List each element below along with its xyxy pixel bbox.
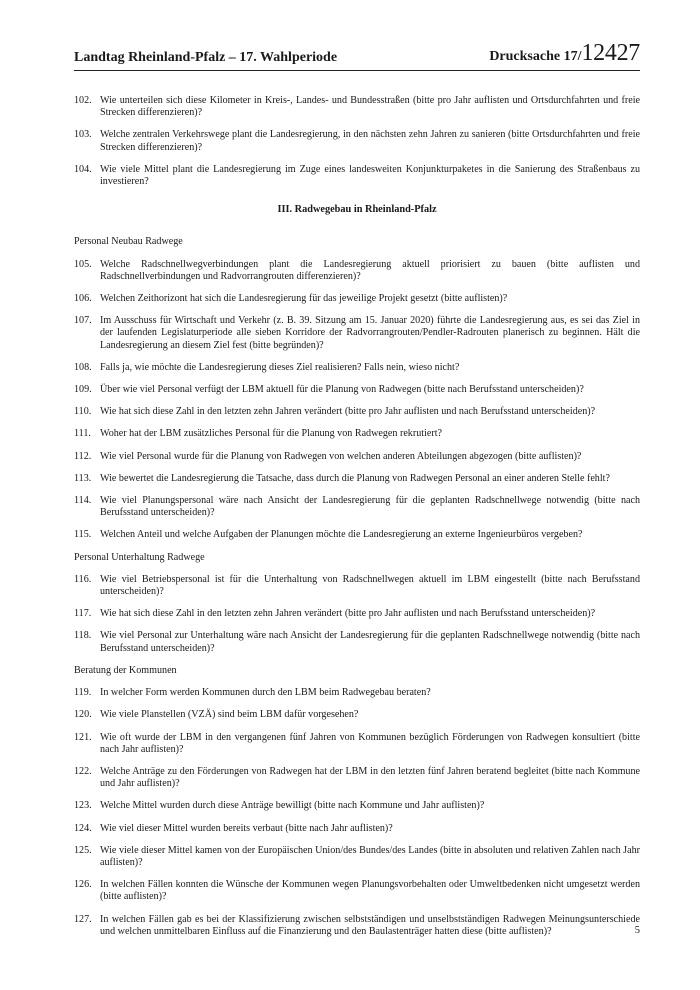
document-reference: [489, 40, 640, 67]
question-text: Wie viel Personal wurde für die Planung von Radwegen von welchen anderen Abteilungen abgezogen (bitte auflisten)?: [100, 450, 582, 462]
question-number: 123.: [74, 800, 92, 812]
question-item: [74, 495, 640, 519]
question-text: In welchen Fällen konnten die Wünsche der Kommunen wegen Planungsvorbehalten oder Umweltbedenken nicht umgesetzt werden (bitte auflisten)?: [100, 879, 640, 903]
question-item: [74, 823, 640, 835]
question-item: [74, 406, 640, 418]
page-content: [74, 95, 640, 948]
question-item: [74, 473, 640, 485]
question-item: [74, 800, 640, 812]
question-item: [74, 732, 640, 756]
question-item: [74, 451, 640, 463]
question-item: [74, 914, 640, 938]
header-title: Landtag Rheinland-Pfalz – 17. Wahlperiode: [74, 50, 338, 65]
question-group-4: [74, 687, 640, 938]
question-number: 114.: [74, 495, 92, 507]
question-number: 126.: [74, 879, 92, 891]
question-item: [74, 293, 640, 305]
question-text: Wie viele dieser Mittel kamen von der Europäischen Union/des Bundes/des Landes (bitte in absoluten und relativen Zahlen nach Jahr auflisten)?: [100, 844, 640, 868]
question-number: 102.: [74, 95, 92, 106]
question-text: Welche zentralen Verkehrswege plant die Landesregierung, in den nächsten zehn Jahren zu sanieren (bitte Ortsdurchfahrten und freie Strecken differenzieren)?: [100, 129, 640, 153]
question-text: Welche Anträge zu den Förderungen von Radwegen hat der LBM in den letzten fünf Jahren beratend begleitet (bitte nach Kommune und Jahr auflisten)?: [100, 765, 640, 790]
subheading-personal-unterhaltung: Personal Unterhaltung Radwege: [74, 551, 205, 563]
page-header: [74, 40, 640, 71]
question-item: [74, 879, 640, 903]
question-number: 121.: [74, 731, 92, 743]
question-text: Über wie viel Personal verfügt der LBM aktuell für die Planung von Radwegen (bitte nach Berufsstand unterscheiden)?: [100, 384, 584, 396]
question-text: Wie viel dieser Mittel wurden bereits verbaut (bitte nach Jahr auflisten)?: [100, 822, 393, 834]
doc-label: Drucksache 17/: [489, 49, 582, 64]
question-number: 116.: [74, 573, 92, 585]
question-item: [74, 315, 640, 352]
question-number: 107.: [74, 315, 92, 327]
question-text: Wie viele Planstellen (VZÄ) sind beim LBM dafür vorgesehen?: [100, 709, 359, 721]
question-number: 117.: [74, 608, 92, 620]
page-number: 5: [634, 925, 640, 936]
question-number: 106.: [74, 293, 92, 305]
question-item: [74, 164, 640, 188]
question-number: 109.: [74, 384, 92, 396]
subheading-beratung-kommunen: Beratung der Kommunen: [74, 664, 177, 676]
question-number: 120.: [74, 709, 92, 721]
question-group-1: [74, 95, 640, 188]
question-number: 110.: [74, 406, 92, 418]
question-text: Welchen Zeithorizont hat sich die Landesregierung für das jeweilige Projekt gesetzt (bitte auflisten)?: [100, 293, 508, 305]
question-number: 118.: [74, 630, 92, 642]
question-item: [74, 845, 640, 869]
question-item: [74, 129, 640, 153]
question-number: 125.: [74, 844, 92, 856]
question-text: Wie viel Planungspersonal wäre nach Ansicht der Landesregierung für die geplanten Radschnellwege notwendig (bitte nach Berufsstand unterscheiden)?: [100, 495, 640, 519]
question-text: Welche Mittel wurden durch diese Anträge bewilligt (bitte nach Kommune und Jahr auflisten)?: [100, 800, 485, 812]
question-item: [74, 687, 640, 699]
doc-number: 12427: [581, 40, 640, 66]
question-number: 113.: [74, 472, 92, 484]
question-text: Wie unterteilen sich diese Kilometer in Kreis-, Landes- und Bundesstraßen (bitte pro Jahr auflisten und Ortsdurchfahrten und freie Strecken differenzieren)?: [100, 95, 640, 119]
subheading-personal-neubau: Personal Neubau Radwege: [74, 236, 183, 248]
question-item: [74, 259, 640, 283]
question-item: [74, 362, 640, 374]
question-item: [74, 630, 640, 654]
question-number: 108.: [74, 361, 92, 373]
question-item: [74, 428, 640, 440]
section-title: III. Radwegebau in Rheinland-Pfalz: [277, 204, 437, 216]
question-item: [74, 608, 640, 620]
question-number: 104.: [74, 163, 92, 175]
question-number: 111.: [74, 428, 91, 440]
question-number: 115.: [74, 529, 92, 541]
question-text: Wie oft wurde der LBM in den vergangenen fünf Jahren von Kommunen bezüglich Förderungen von Radwegen konsultiert (bitte nach Jahr auflisten)?: [100, 731, 640, 755]
question-item: [74, 95, 640, 119]
question-item: [74, 529, 640, 541]
question-text: In welcher Form werden Kommunen durch den LBM beim Radwegebau beraten?: [100, 687, 431, 699]
question-item: [74, 384, 640, 396]
question-number: 112.: [74, 450, 92, 462]
question-text: Woher hat der LBM zusätzliches Personal für die Planung von Radwegen rekrutiert?: [100, 428, 442, 440]
question-text: Welche Radschnellwegverbindungen plant die Landesregierung aktuell priorisiert zu bauen (bitte auflisten und Radschnellverbindungen und Radvorrangrouten differenzieren)?: [100, 258, 640, 282]
question-text: Wie bewertet die Landesregierung die Tatsache, dass durch die Planung von Radwegen Personal an einer anderen Stelle fehlt?: [100, 472, 610, 484]
question-group-2: [74, 259, 640, 542]
question-text: Wie viel Personal zur Unterhaltung wäre nach Ansicht der Landesregierung für die geplanten Radschnellwege notwendig (bitte nach Berufsstand unterscheiden)?: [100, 630, 640, 654]
question-number: 103.: [74, 129, 92, 141]
question-text: Falls ja, wie möchte die Landesregierung dieses Ziel realisieren? Falls nein, wieso nicht?: [100, 361, 460, 373]
question-number: 119.: [74, 687, 92, 699]
question-number: 124.: [74, 822, 92, 834]
question-number: 127.: [74, 913, 92, 925]
question-item: [74, 709, 640, 721]
question-text: Im Ausschuss für Wirtschaft und Verkehr (z. B. 39. Sitzung am 15. Januar 2020) führte die Landesregierung aus, es sei das Ziel in der laufenden Legislaturperiode alle sieben Korridore der Radvorrangrouten/Pendler-Radrouten planerisch zu beginnen. Hält die Landesregierung an diesem Ziel fest (bitte begründen)?: [100, 315, 640, 351]
question-text: Welchen Anteil und welche Aufgaben der Planungen möchte die Landesregierung an externe Ingenieurbüros vergeben?: [100, 529, 583, 541]
question-item: [74, 766, 640, 790]
question-text: Wie hat sich diese Zahl in den letzten zehn Jahren verändert (bitte pro Jahr auflisten und nach Berufsstand unterscheiden)?: [100, 406, 596, 418]
question-group-3: [74, 574, 640, 655]
question-text: Wie hat sich diese Zahl in den letzten zehn Jahren verändert (bitte pro Jahr auflisten und nach Berufsstand unterscheiden)?: [100, 608, 596, 620]
question-number: 122.: [74, 765, 92, 777]
question-item: [74, 574, 640, 598]
question-text: Wie viel Betriebspersonal ist für die Unterhaltung von Radschnellwegen aktuell im LBM eingestellt (bitte nach Berufsstand unterscheiden)?: [100, 573, 640, 598]
question-number: 105.: [74, 258, 92, 270]
question-text: Wie viele Mittel plant die Landesregierung im Zuge eines landesweiten Konjunkturpaketes in die Sanierung des Straßenbaus zu investieren?: [100, 163, 640, 188]
question-text: In welchen Fällen gab es bei der Klassifizierung zwischen selbstständigen und unselbstständigen Radwegen Meinungsunterschiede und welchen unmittelbaren Einfluss auf die Finanzierung und den Baulastenträger hatten diese (bitte auflisten)?: [100, 913, 640, 937]
